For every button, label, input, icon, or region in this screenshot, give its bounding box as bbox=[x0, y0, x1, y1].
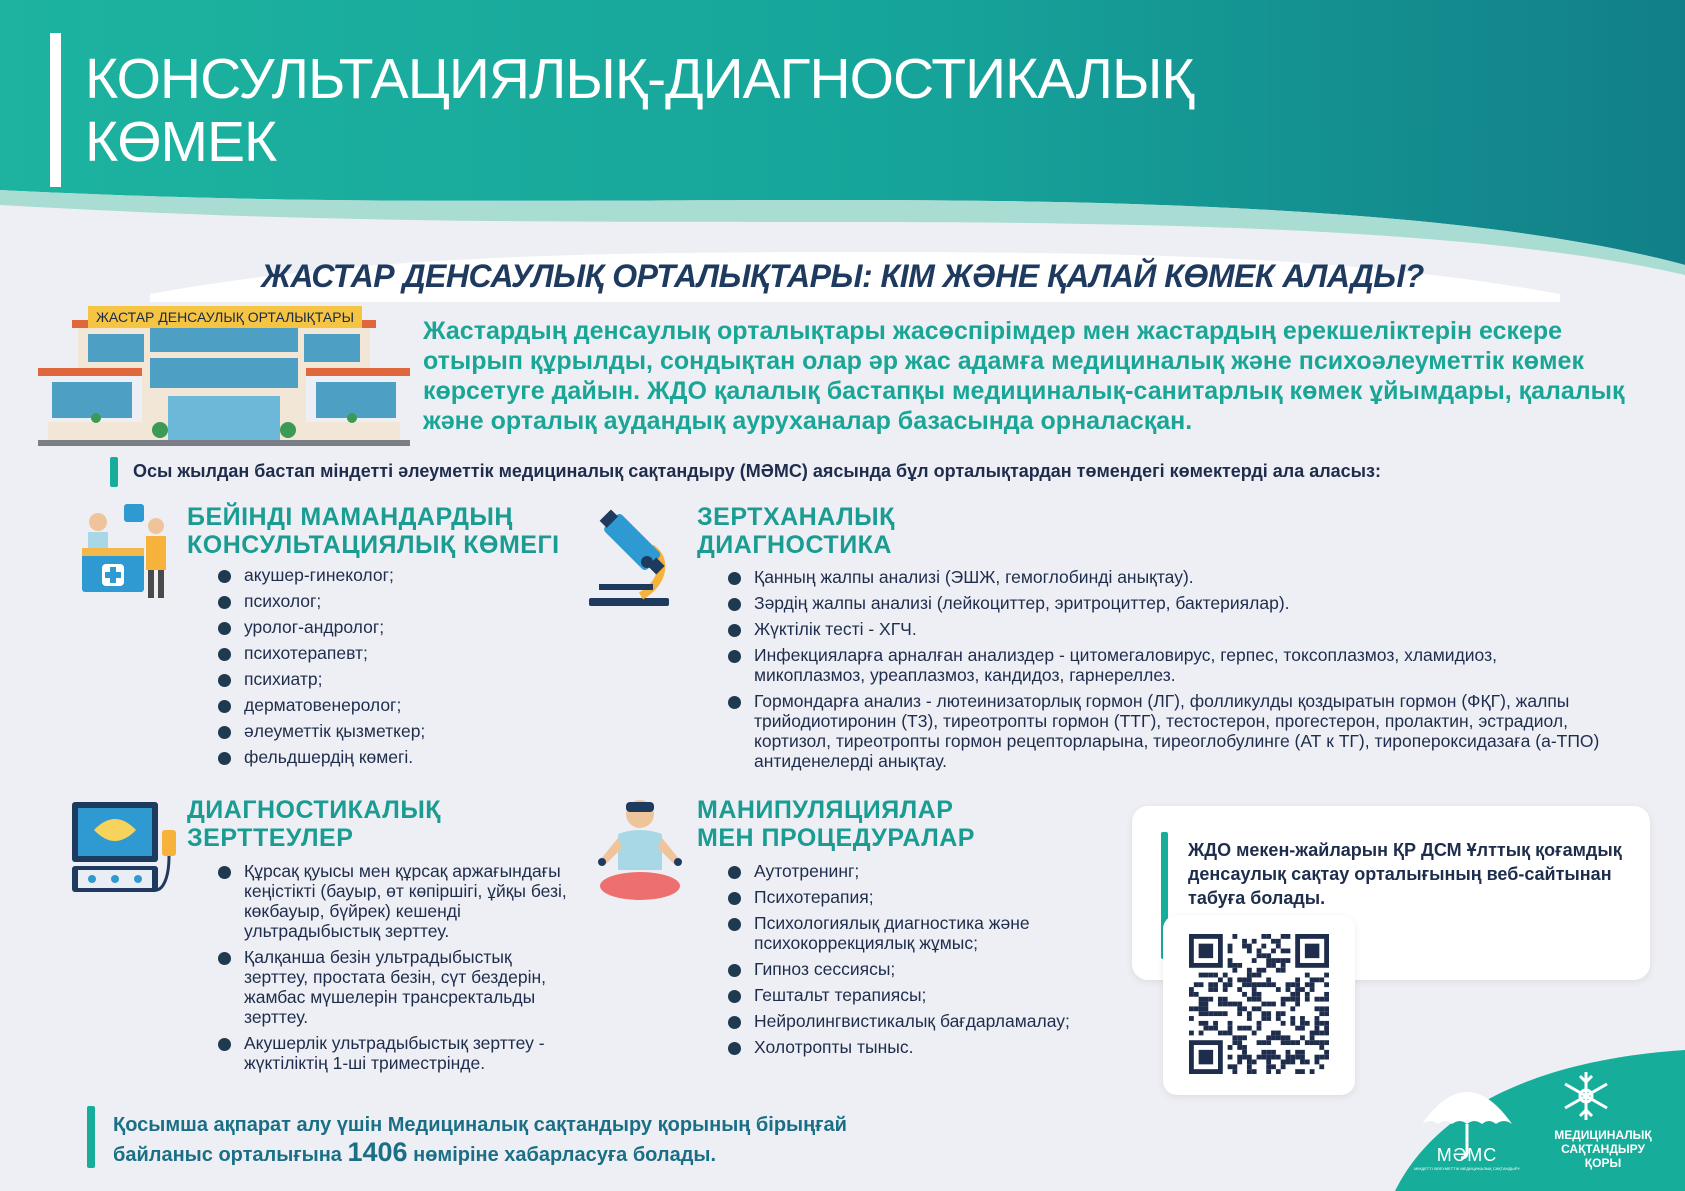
proc-list-item: Психологиялық диагностика және психокоррекциялық жұмыс; bbox=[728, 913, 1098, 953]
subtitle: ЖАСТАР ДЕНСАУЛЫҚ ОРТАЛЫҚТАРЫ: КІМ ЖӘНЕ ҚАЛАЙ КӨМЕК АЛАДЫ? bbox=[261, 258, 1424, 294]
consult-list-item: әлеуметтік қызметкер; bbox=[218, 721, 538, 741]
intro-text: Жастардың денсаулық орталықтары жасөспірімдер мен жастардың ерекшеліктерін ескере отырып құрылды, сондықтан олар әр жас адамға медициналық және психоәлеуметтік көмек көрсетуге дайын. ЖДО қалалық бастапқы медициналық-санитарлық көмек ұйымдары, қалалық және орталық аудандық ауруханалар базасында орналасқан. bbox=[423, 317, 1625, 435]
mams-note: Осы жылдан бастап міндетті әлеуметтік медициналық сақтандыру (МӘМС) аясында бұл орталықтардан төмендегі көмектерді ала аласыз: bbox=[133, 461, 1381, 481]
fund-logo-text: МЕДИЦИНАЛЫҚ САҚТАНДЫРУ ҚОРЫ bbox=[1554, 1128, 1652, 1170]
consult-list-item: психиатр; bbox=[218, 669, 538, 689]
diag-list-item: Акушерлік ультрадыбыстық зерттеу - жүктіліктің 1-ші триместрінде. bbox=[218, 1033, 578, 1073]
section-title-consult: БЕЙІНДІ МАМАНДАРДЫҢ КОНСУЛЬТАЦИЯЛЫҚ КӨМЕГІ bbox=[187, 503, 560, 559]
lab-list bbox=[728, 567, 1608, 777]
footer-accent-bar bbox=[87, 1106, 95, 1168]
fund-snowflake-logo bbox=[1558, 1068, 1614, 1124]
proc-list-item: Психотерапия; bbox=[728, 887, 1098, 907]
consult-list-item: психотерапевт; bbox=[218, 643, 538, 663]
building-label: ЖАСТАР ДЕНСАУЛЫҚ ОРТАЛЫҚТАРЫ bbox=[88, 306, 362, 328]
title-accent-bar bbox=[50, 33, 61, 187]
consult-list-item: фельдшердің көмегі. bbox=[218, 747, 538, 767]
diag-list bbox=[218, 861, 578, 1079]
lab-list-item: Зәрдің жалпы анализі (лейкоциттер, эритроциттер, бактериялар). bbox=[728, 593, 1608, 613]
section-title-lab: ЗЕРТХАНАЛЫҚ ДИАГНОСТИКА bbox=[697, 503, 895, 559]
consult-list-item: уролог-андролог; bbox=[218, 617, 538, 637]
mams-logo-subtext: МІНДЕТТІ ӘЛЕУМЕТТІК МЕДИЦИНАЛЫҚ САҚТАНДЫРУ bbox=[1414, 1166, 1520, 1171]
lab-list-item: Гормондарға анализ - лютеинизаторлық гормон (ЛГ), фолликулды қоздыратын гормон (ФҚГ), жалпы трийодиотиронин (Т3), тиреотропты гормон (ТТГ), тестостерон, прогестерон, пролактин, эстрадиол, кортизол, тиреотропты гормон рецепторларына, тиреоглобулинге (АТ к ТГ), тиропероксидазаға (а-ТПО) антиденелерді анықтау. bbox=[728, 691, 1608, 771]
proc-list-item: Гештальт терапиясы; bbox=[728, 985, 1098, 1005]
proc-list bbox=[728, 861, 1098, 1063]
qr-code-icon[interactable] bbox=[1189, 934, 1329, 1074]
proc-list-item: Гипноз сессиясы; bbox=[728, 959, 1098, 979]
note-accent-bar bbox=[110, 457, 118, 487]
qr-info-text: ЖДО мекен-жайларын ҚР ДСМ Ұлттық қоғамдық денсаулық сақтау орталығының веб-сайтынан табуға болады. bbox=[1188, 840, 1622, 908]
ultrasound-icon bbox=[70, 800, 182, 896]
lab-list-item: Қанның жалпы анализі (ЭШЖ, гемоглобинді анықтау). bbox=[728, 567, 1608, 587]
phone-number[interactable]: 1406 bbox=[347, 1137, 408, 1167]
lab-list-item: Жүктілік тесті - ХГЧ. bbox=[728, 619, 1608, 639]
section-title-diag: ДИАГНОСТИКАЛЫҚ ЗЕРТТЕУЛЕР bbox=[187, 796, 442, 852]
diag-list-item: Құрсақ қуысы мен құрсақ аржағындағы кеңістікті (бауыр, өт көпіршігі, ұйқы безі, көкбауыр, бүйрек) кешенді ультрадыбыстық зерттеу. bbox=[218, 861, 578, 941]
consult-list-item: психолог; bbox=[218, 591, 538, 611]
consult-list-item: дерматовенеролог; bbox=[218, 695, 538, 715]
mams-logo-text: МӘМС bbox=[1436, 1145, 1498, 1165]
consultation-icon bbox=[78, 502, 178, 602]
footer-contact: Қосымша ақпарат алу үшін Медициналық сақтандыру қорының бірыңғай байланыс орталығына 1406 нөміріне хабарласуға болады. bbox=[113, 1114, 847, 1167]
page-title bbox=[85, 48, 1194, 174]
page-title-line1: КОНСУЛЬТАЦИЯЛЫҚ-ДИАГНОСТИКАЛЫҚ bbox=[85, 47, 1194, 111]
consult-list-item: акушер-гинеколог; bbox=[218, 565, 538, 585]
meditation-icon bbox=[592, 798, 688, 904]
qr-code-box[interactable] bbox=[1163, 915, 1355, 1095]
diag-list-item: Қалқанша безін ультрадыбыстық зерттеу, простата безін, сүт бездерін, жамбас мүшелерін трансректальды зерттеу. bbox=[218, 947, 578, 1027]
page-title-line2: КӨМЕК bbox=[85, 110, 277, 174]
consult-list bbox=[218, 565, 538, 773]
section-title-proc: МАНИПУЛЯЦИЯЛАР МЕН ПРОЦЕДУРАЛАР bbox=[697, 796, 975, 852]
proc-list-item: Холотропты тыныс. bbox=[728, 1037, 1098, 1057]
proc-list-item: Нейролингвистикалық бағдарламалау; bbox=[728, 1011, 1098, 1031]
lab-list-item: Инфекцияларға арналған анализдер - цитомегаловирус, герпес, токсоплазмоз, хламидиоз, микоплазмоз, уреаплазмоз, кандидоз, гарнереллез. bbox=[728, 645, 1608, 685]
microscope-icon bbox=[585, 502, 680, 610]
proc-list-item: Аутотренинг; bbox=[728, 861, 1098, 881]
